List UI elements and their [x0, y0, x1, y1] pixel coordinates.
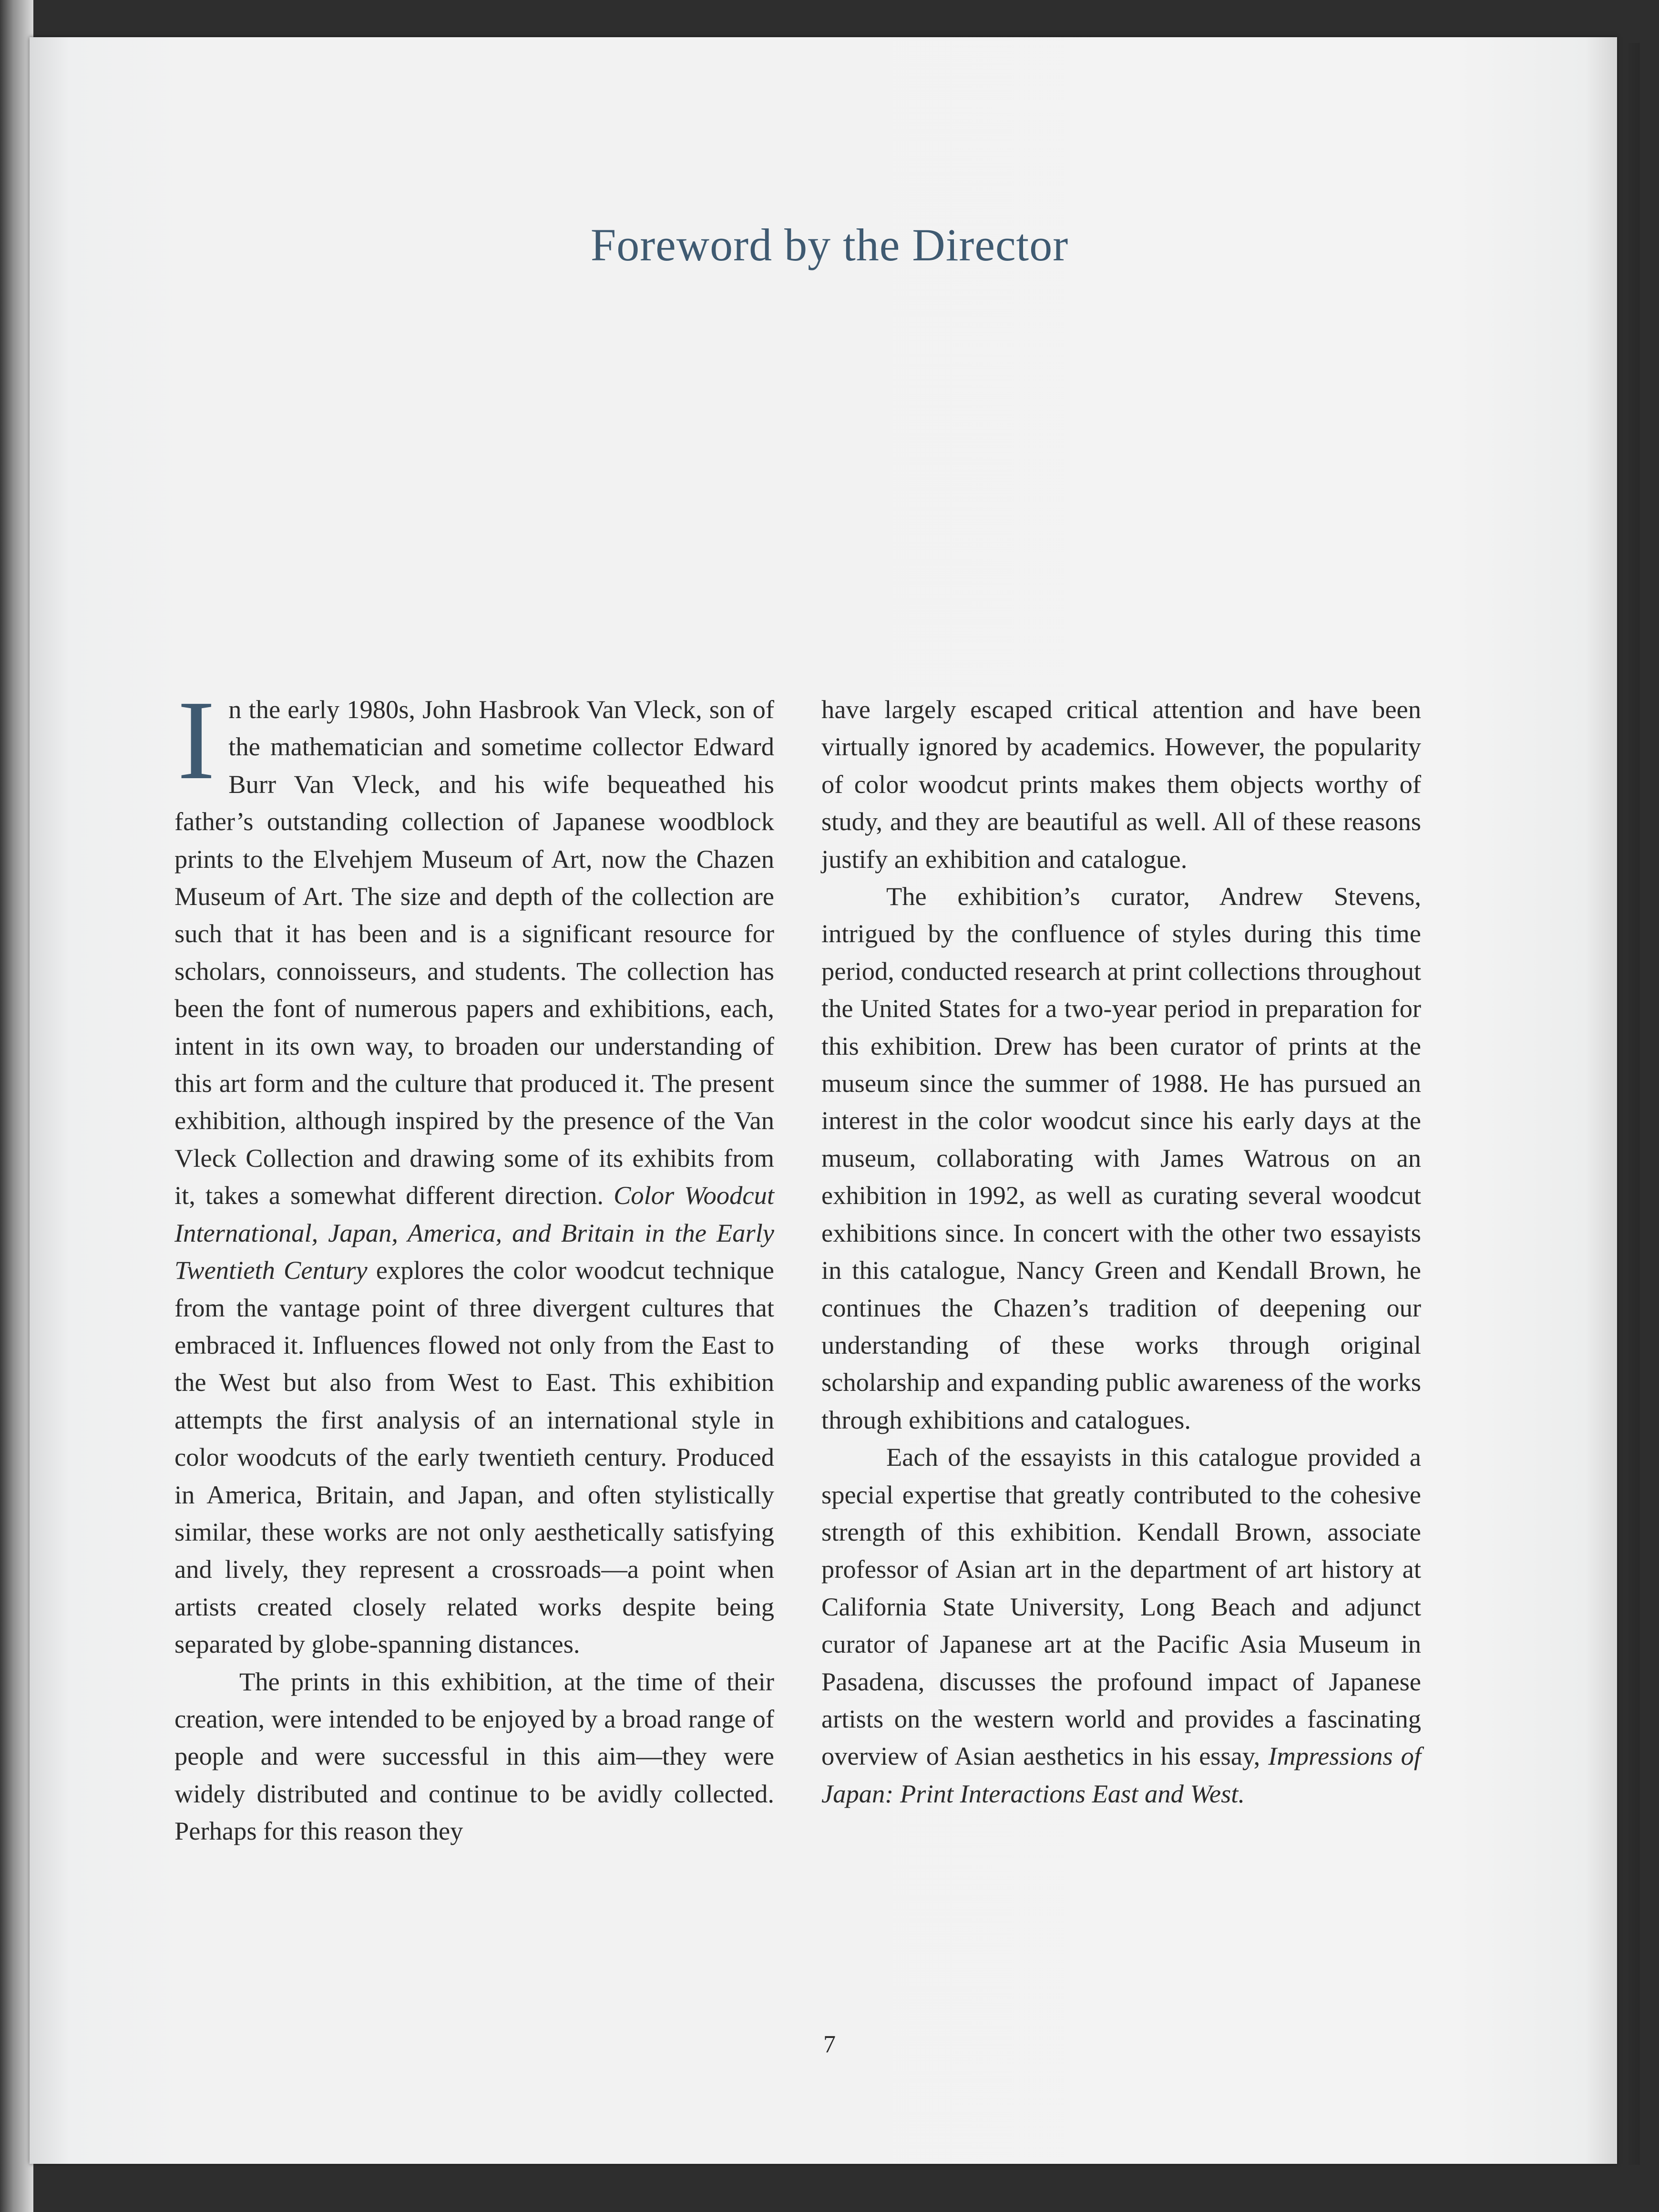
- paragraph: [821, 1439, 1421, 1812]
- paragraph: have largely escaped critical attention and have been virtually ignored by academics. However, the popularity of color woodcut prints makes them objects worthy of study, and they are beautiful as well. All of these reasons justify an exhibition and catalogue.: [821, 695, 1421, 874]
- page-edge-shadow: [1626, 43, 1640, 2165]
- page-number: 7: [823, 2031, 836, 2058]
- drop-cap: I: [177, 678, 215, 803]
- paragraph-text: Each of the essayists in this catalogue provided a special expertise that greatly contributed to the cohesive strength of this exhibition. Kendall Brown, associate professor of Asian art in the department of art history at California State University, Long Beach and adjunct curator of Japanese art at the Pacific Asia Museum in Pasadena, discusses the profound impact of Japanese artists on the western world and provides a fascinating overview of Asian aesthetics in his essay,: [821, 1442, 1421, 1771]
- right-text-column: [821, 691, 1421, 1812]
- essay-title-italic: Impressions of Japan: Print Interactions East and West.: [821, 1741, 1421, 1808]
- paragraph: The prints in this exhibition, at the time of their creation, were intended to be enjoyed by a broad range of people and were successful in this aim—they were widely distributed and continue to be avidly collected. Perhaps for this reason they: [174, 1667, 774, 1846]
- scan-background: [0, 0, 33, 2212]
- page-title: Foreword by the Director: [590, 219, 1069, 270]
- paragraph-text: n the early 1980s, John Hasbrook Van Vleck, son of the mathematician and sometime collector Edward Burr Van Vleck, and his wife bequeathed his father’s outstanding collection of Japanese woodblock prints to the Elvehjem Museum of Art, now the Chazen Museum of Art. The size and depth of the collection are such that it has been and is a significant resource for scholars, connoisseurs, and students. The collection has been the font of numerous papers and exhibitions, each, intent in its own way, to broaden our understanding of this art form and the culture that produced it. The present exhibition, although inspired by the presence of the Van Vleck Collection and drawing some of its exhibits from it, takes a somewhat different direction.: [174, 695, 774, 1210]
- exhibition-title-italic: Color Woodcut International, Japan, America, and Britain in the Early Twentieth Century: [174, 1181, 774, 1285]
- paragraph: [174, 678, 774, 1663]
- paragraph: The exhibition’s curator, Andrew Stevens, intrigued by the confluence of styles during this time period, conducted research at print collections throughout the United States for a two-year period in preparation for this exhibition. Drew has been curator of prints at the museum since the summer of 1988. He has pursued an interest in the color woodcut since his early days at the museum, collaborating with James Watrous on an exhibition in 1992, as well as curating several woodcut exhibitions since. In concert with the other two essayists in this catalogue, Nancy Green and Kendall Brown, he continues the Chazen’s tradition of deepening our understanding of these works through original scholarship and expanding public awareness of the works through exhibitions and catalogues.: [821, 882, 1421, 1434]
- paragraph-text: explores the color woodcut technique from the vantage point of three divergent cultures that embraced it. Influences flowed not only from the East to the West but also from West to East. This exhibition attempts the first analysis of an international style in color woodcuts of the early twentieth century. Produced in America, Britain, and Japan, and often stylistically similar, these works are not only aesthetically satisfying and lively, they represent a crossroads—a point when artists created closely related works despite being separated by globe-spanning distances.: [174, 1255, 774, 1659]
- left-text-column: [174, 678, 774, 1850]
